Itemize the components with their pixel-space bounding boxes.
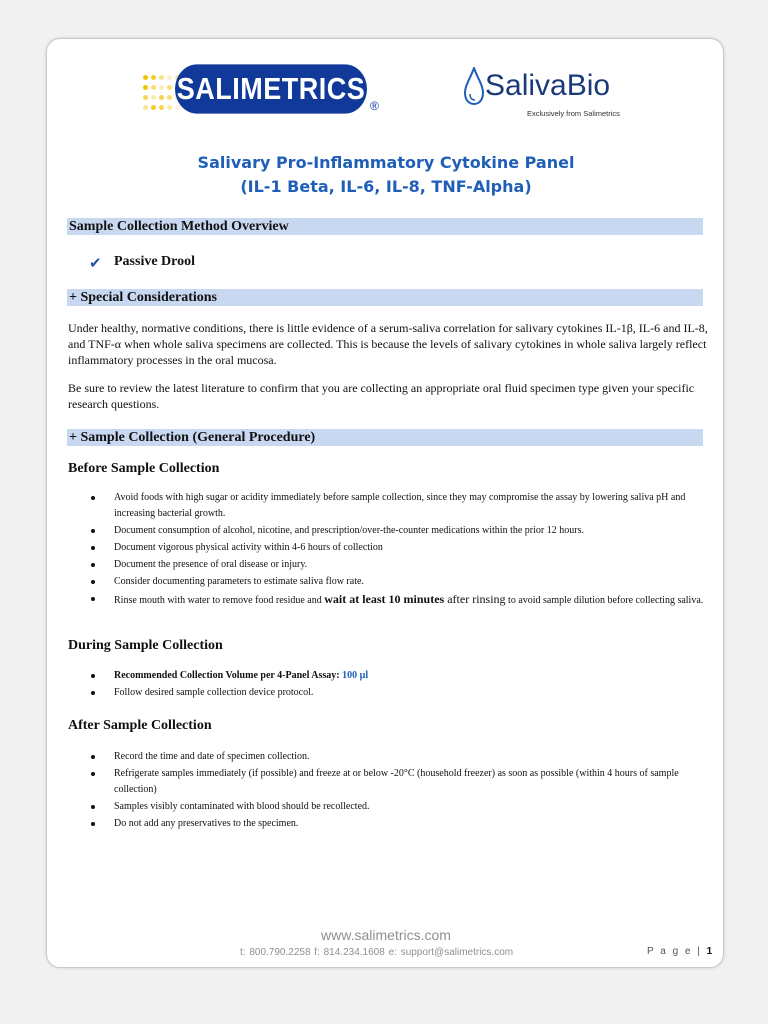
- special-paragraph-1: Under healthy, normative conditions, there is little evidence of a serum-saliva correlation for salivary cytokines IL-1β, IL-6 and IL-8, and TNF-α when whole saliva specimens are collected. This is because the levels of salivary cytokines in whole saliva largely reflect inflammatory processes in the oral mucosa.: [68, 321, 708, 367]
- title-line-1: Salivary Pro-Inflammatory Cytokine Panel: [197, 153, 575, 172]
- salivabio-name-a: Saliva: [485, 69, 567, 102]
- rinse-text-a: Rinse mouth with water to remove food residue and: [114, 595, 325, 606]
- after-list: [89, 749, 709, 833]
- logo-dot: [143, 105, 148, 110]
- list-item: [89, 591, 709, 609]
- rinse-text-d: to avoid sample dilution before collecting saliva.: [505, 595, 704, 606]
- logo-dot: [167, 75, 172, 80]
- section-special-header: + Special Considerations: [67, 289, 703, 306]
- page-label: P a g e |: [647, 946, 707, 957]
- logo-dot: [167, 85, 172, 90]
- logo-dot: [151, 105, 156, 110]
- list-item: Follow desired sample collection device protocol.: [89, 685, 709, 701]
- page-title: [47, 151, 725, 199]
- salimetrics-wordmark: SALIMETRICS: [175, 64, 367, 113]
- logo-dot: [159, 75, 164, 80]
- list-item: Document consumption of alcohol, nicotine, and prescription/over-the-counter medications within the prior 12 hours.: [89, 523, 709, 539]
- after-heading: After Sample Collection: [68, 718, 212, 733]
- footer-contact: t: 800.790.2258 f: 814.234.1608 e: support@salimetrics.com: [240, 947, 514, 958]
- list-item: Refrigerate samples immediately (if possible) and freeze at or below -20°C (household freezer) as soon as possible (within 4 hours of sample collection): [89, 766, 709, 798]
- list-item: Document the presence of oral disease or injury.: [89, 557, 709, 573]
- logo-dot: [167, 95, 172, 100]
- logo-dot: [159, 105, 164, 110]
- salivabio-logo: [463, 65, 643, 125]
- logo-dot: [143, 75, 148, 80]
- before-list: [89, 490, 709, 610]
- special-paragraph-2: Be sure to review the latest literature to confirm that you are collecting an appropriate oral fluid specimen type given your specific research questions.: [68, 381, 695, 411]
- method-passive-drool: Passive Drool: [114, 254, 196, 269]
- salivabio-wordmark: [485, 69, 610, 103]
- volume-value: 100 µl: [342, 670, 369, 681]
- logo-dot: [159, 85, 164, 90]
- during-heading: During Sample Collection: [68, 638, 223, 653]
- logo-dot: [143, 95, 148, 100]
- during-list: [89, 668, 709, 702]
- salivabio-name-b: Bio: [566, 69, 611, 102]
- document-page: [46, 38, 724, 968]
- logo-dot: [167, 105, 172, 110]
- list-item: Consider documenting parameters to estimate saliva flow rate.: [89, 574, 709, 590]
- registered-mark: ®: [370, 99, 379, 113]
- section-general-header: + Sample Collection (General Procedure): [67, 429, 703, 446]
- list-item: Document vigorous physical activity within 4-6 hours of collection: [89, 540, 709, 556]
- list-item: Avoid foods with high sugar or acidity immediately before sample collection, since they may compromise the assay by lowering saliva pH and increasing bacterial growth.: [89, 490, 709, 522]
- logo-dot: [159, 95, 164, 100]
- salivabio-tagline: Exclusively from Salimetrics: [527, 109, 620, 118]
- list-item: Record the time and date of specimen collection.: [89, 749, 709, 765]
- rinse-emphasis: wait at least 10 minutes: [324, 592, 445, 606]
- checkmark-icon: ✔: [89, 256, 102, 272]
- list-item: Samples visibly contaminated with blood should be recollected.: [89, 799, 709, 815]
- logo-dot: [151, 85, 156, 90]
- list-item: [89, 668, 709, 684]
- logo-dot: [143, 85, 148, 90]
- section-overview-header: Sample Collection Method Overview: [67, 218, 703, 235]
- rinse-text-c: after rinsing: [444, 592, 506, 606]
- salimetrics-logo: [143, 65, 419, 127]
- title-line-2: (IL-1 Beta, IL-6, IL-8, TNF-Alpha): [240, 177, 532, 196]
- logo-dot: [151, 95, 156, 100]
- page-number: [647, 946, 712, 957]
- page-num: 1: [706, 946, 713, 957]
- footer-url[interactable]: www.salimetrics.com: [321, 927, 451, 943]
- droplet-icon: [463, 67, 485, 105]
- volume-label: Recommended Collection Volume per 4-Panel Assay:: [114, 670, 343, 681]
- before-heading: Before Sample Collection: [68, 461, 220, 476]
- logo-dot: [151, 75, 156, 80]
- list-item: Do not add any preservatives to the specimen.: [89, 816, 709, 832]
